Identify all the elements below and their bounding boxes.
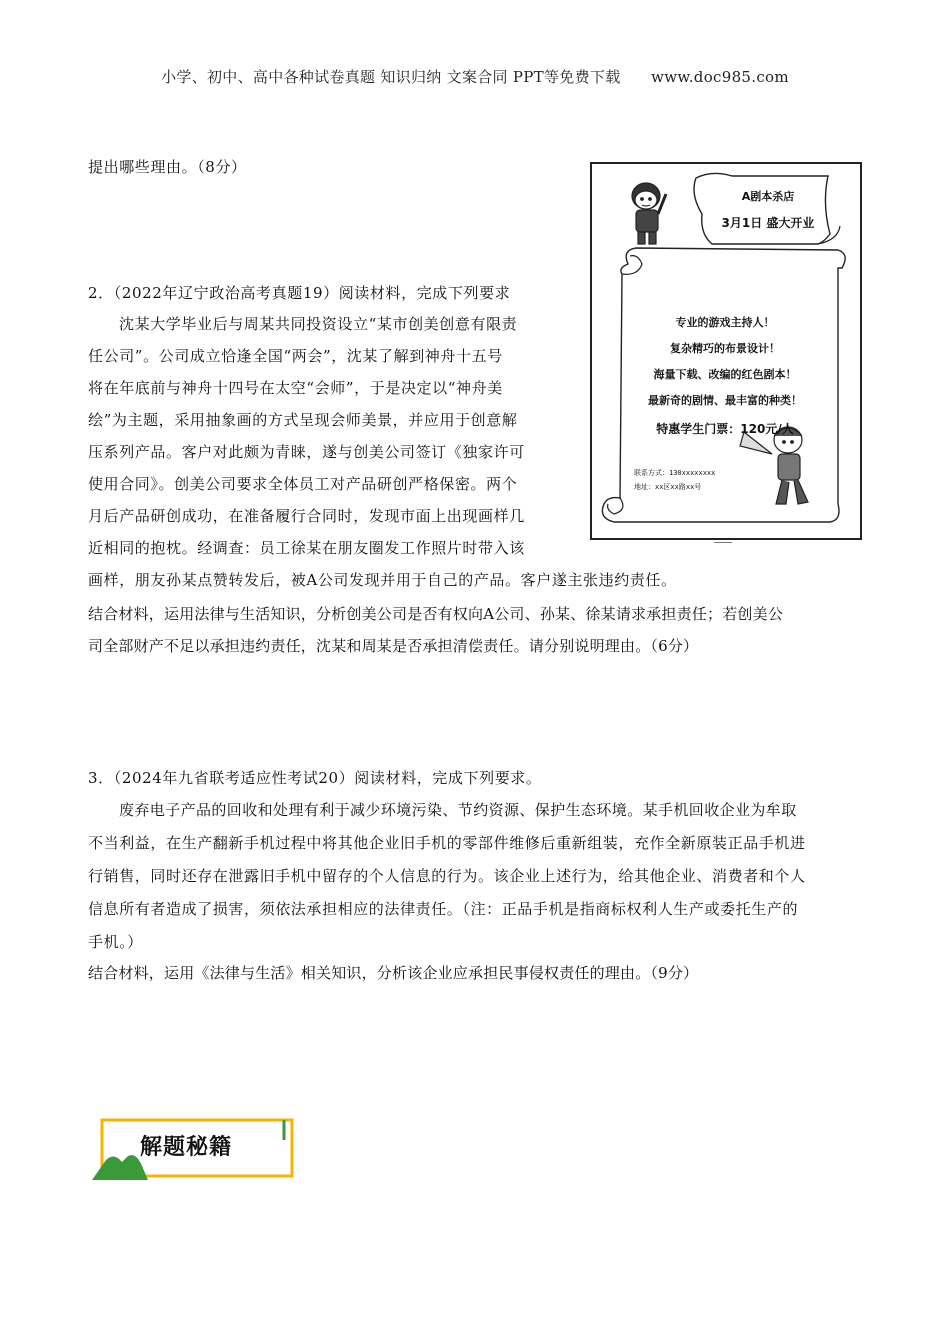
poster-contact-phone: 联系方式：130xxxxxxxx <box>634 469 716 477</box>
poster-feature-line: 专业的游戏主持人！ <box>675 316 775 329</box>
poster-feature-line: 最新奇的剧情、最丰富的种类！ <box>648 394 802 407</box>
solution-tips-badge <box>92 1116 294 1180</box>
q2-paragraph-line: 压系列产品。客户对此颇为青睐，遂与创美公司签订《独家许可 <box>88 443 525 461</box>
q2-paragraph-line: 将在年底前与神舟十四号在太空“会师”，于是决定以“神舟美 <box>88 379 503 397</box>
q3-paragraph-line: 不当利益，在生产翻新手机过程中将其他企业旧手机的零部件维修后重新组装，充作全新原装正品手机进 <box>88 834 806 852</box>
poster-feature-line: 海量下载、改编的红色剧本！ <box>653 368 797 381</box>
poster-contact-address: 地址：xx区xx路xx号 <box>634 483 702 491</box>
q2-question-line: 结合材料，运用法律与生活知识，分析创美公司是否有权向A公司、孙某、徐某请求承担责任；若创美公 <box>88 605 784 623</box>
q3-paragraph-line: 行销售，同时还存在泄露旧手机中留存的个人信息的行为。该企业上述行为，给其他企业、消费者和个人 <box>88 867 806 885</box>
q2-paragraph-line: 沈某大学毕业后与周某共同投资设立“某市创美创意有限责 <box>119 315 518 333</box>
poster-ticket-price: 特惠学生门票：120元/人 <box>656 422 794 436</box>
q1-tail-text: 提出哪些理由。（8分） <box>88 158 247 176</box>
poster-caption-dash <box>714 542 732 543</box>
q3-title: 3．（2024年九省联考适应性考试20）阅读材料，完成下列要求。 <box>88 769 542 787</box>
saluting-kid-icon <box>632 183 666 244</box>
q3-question-line: 结合材料，运用《法律与生活》相关知识，分析该企业应承担民事侵权责任的理由。（9分） <box>88 964 699 982</box>
q2-paragraph-line: 使用合同》。创美公司要求全体员工对产品研创严格保密。两个 <box>88 475 518 493</box>
poster-opening-date: 3月1日 盛大开业 <box>721 216 815 230</box>
q2-paragraph-line: 画样，朋友孙某点赞转发后，被A公司发现并用于自己的产品。客户遂主张违约责任。 <box>88 571 677 589</box>
poster-feature-line: 复杂精巧的布景设计！ <box>670 342 780 355</box>
q3-paragraph-line: 废弃电子产品的回收和处理有利于减少环境污染、节约资源、保护生态环境。某手机回收企业为牟取 <box>119 801 797 819</box>
page-header: 小学、初中、高中各种试卷真题 知识归纳 文案合同 PPT等免费下载 www.doc985.com <box>161 68 789 86</box>
q3-paragraph-line: 信息所有者造成了损害，须依法承担相应的法律责任。（注：正品手机是指商标权利人生产或委托生产的 <box>88 900 799 918</box>
poster-store-name: A剧本杀店 <box>741 190 795 203</box>
q3-paragraph-line: 手机。） <box>88 933 143 951</box>
q2-question-line: 司全部财产不足以承担违约责任，沈某和周某是否承担清偿责任。请分别说明理由。（6分） <box>88 637 699 655</box>
q2-title: 2．（2022年辽宁政治高考真题19）阅读材料，完成下列要求 <box>88 284 511 302</box>
badge-title: 解题秘籍 <box>140 1135 233 1160</box>
q2-paragraph-line: 任公司”。公司成立恰逢全国“两会”，沈某了解到神舟十五号 <box>88 347 503 365</box>
store-opening-poster <box>590 162 862 540</box>
q2-paragraph-line: 月后产品研创成功，在准备履行合同时，发现市面上出现画样几 <box>88 507 525 525</box>
q2-paragraph-line: 绘”为主题，采用抽象画的方式呈现会师美景，并应用于创意解 <box>88 411 518 429</box>
q2-paragraph-line: 近相同的抱枕。经调查：员工徐某在朋友圈发工作照片时带入该 <box>88 539 525 557</box>
